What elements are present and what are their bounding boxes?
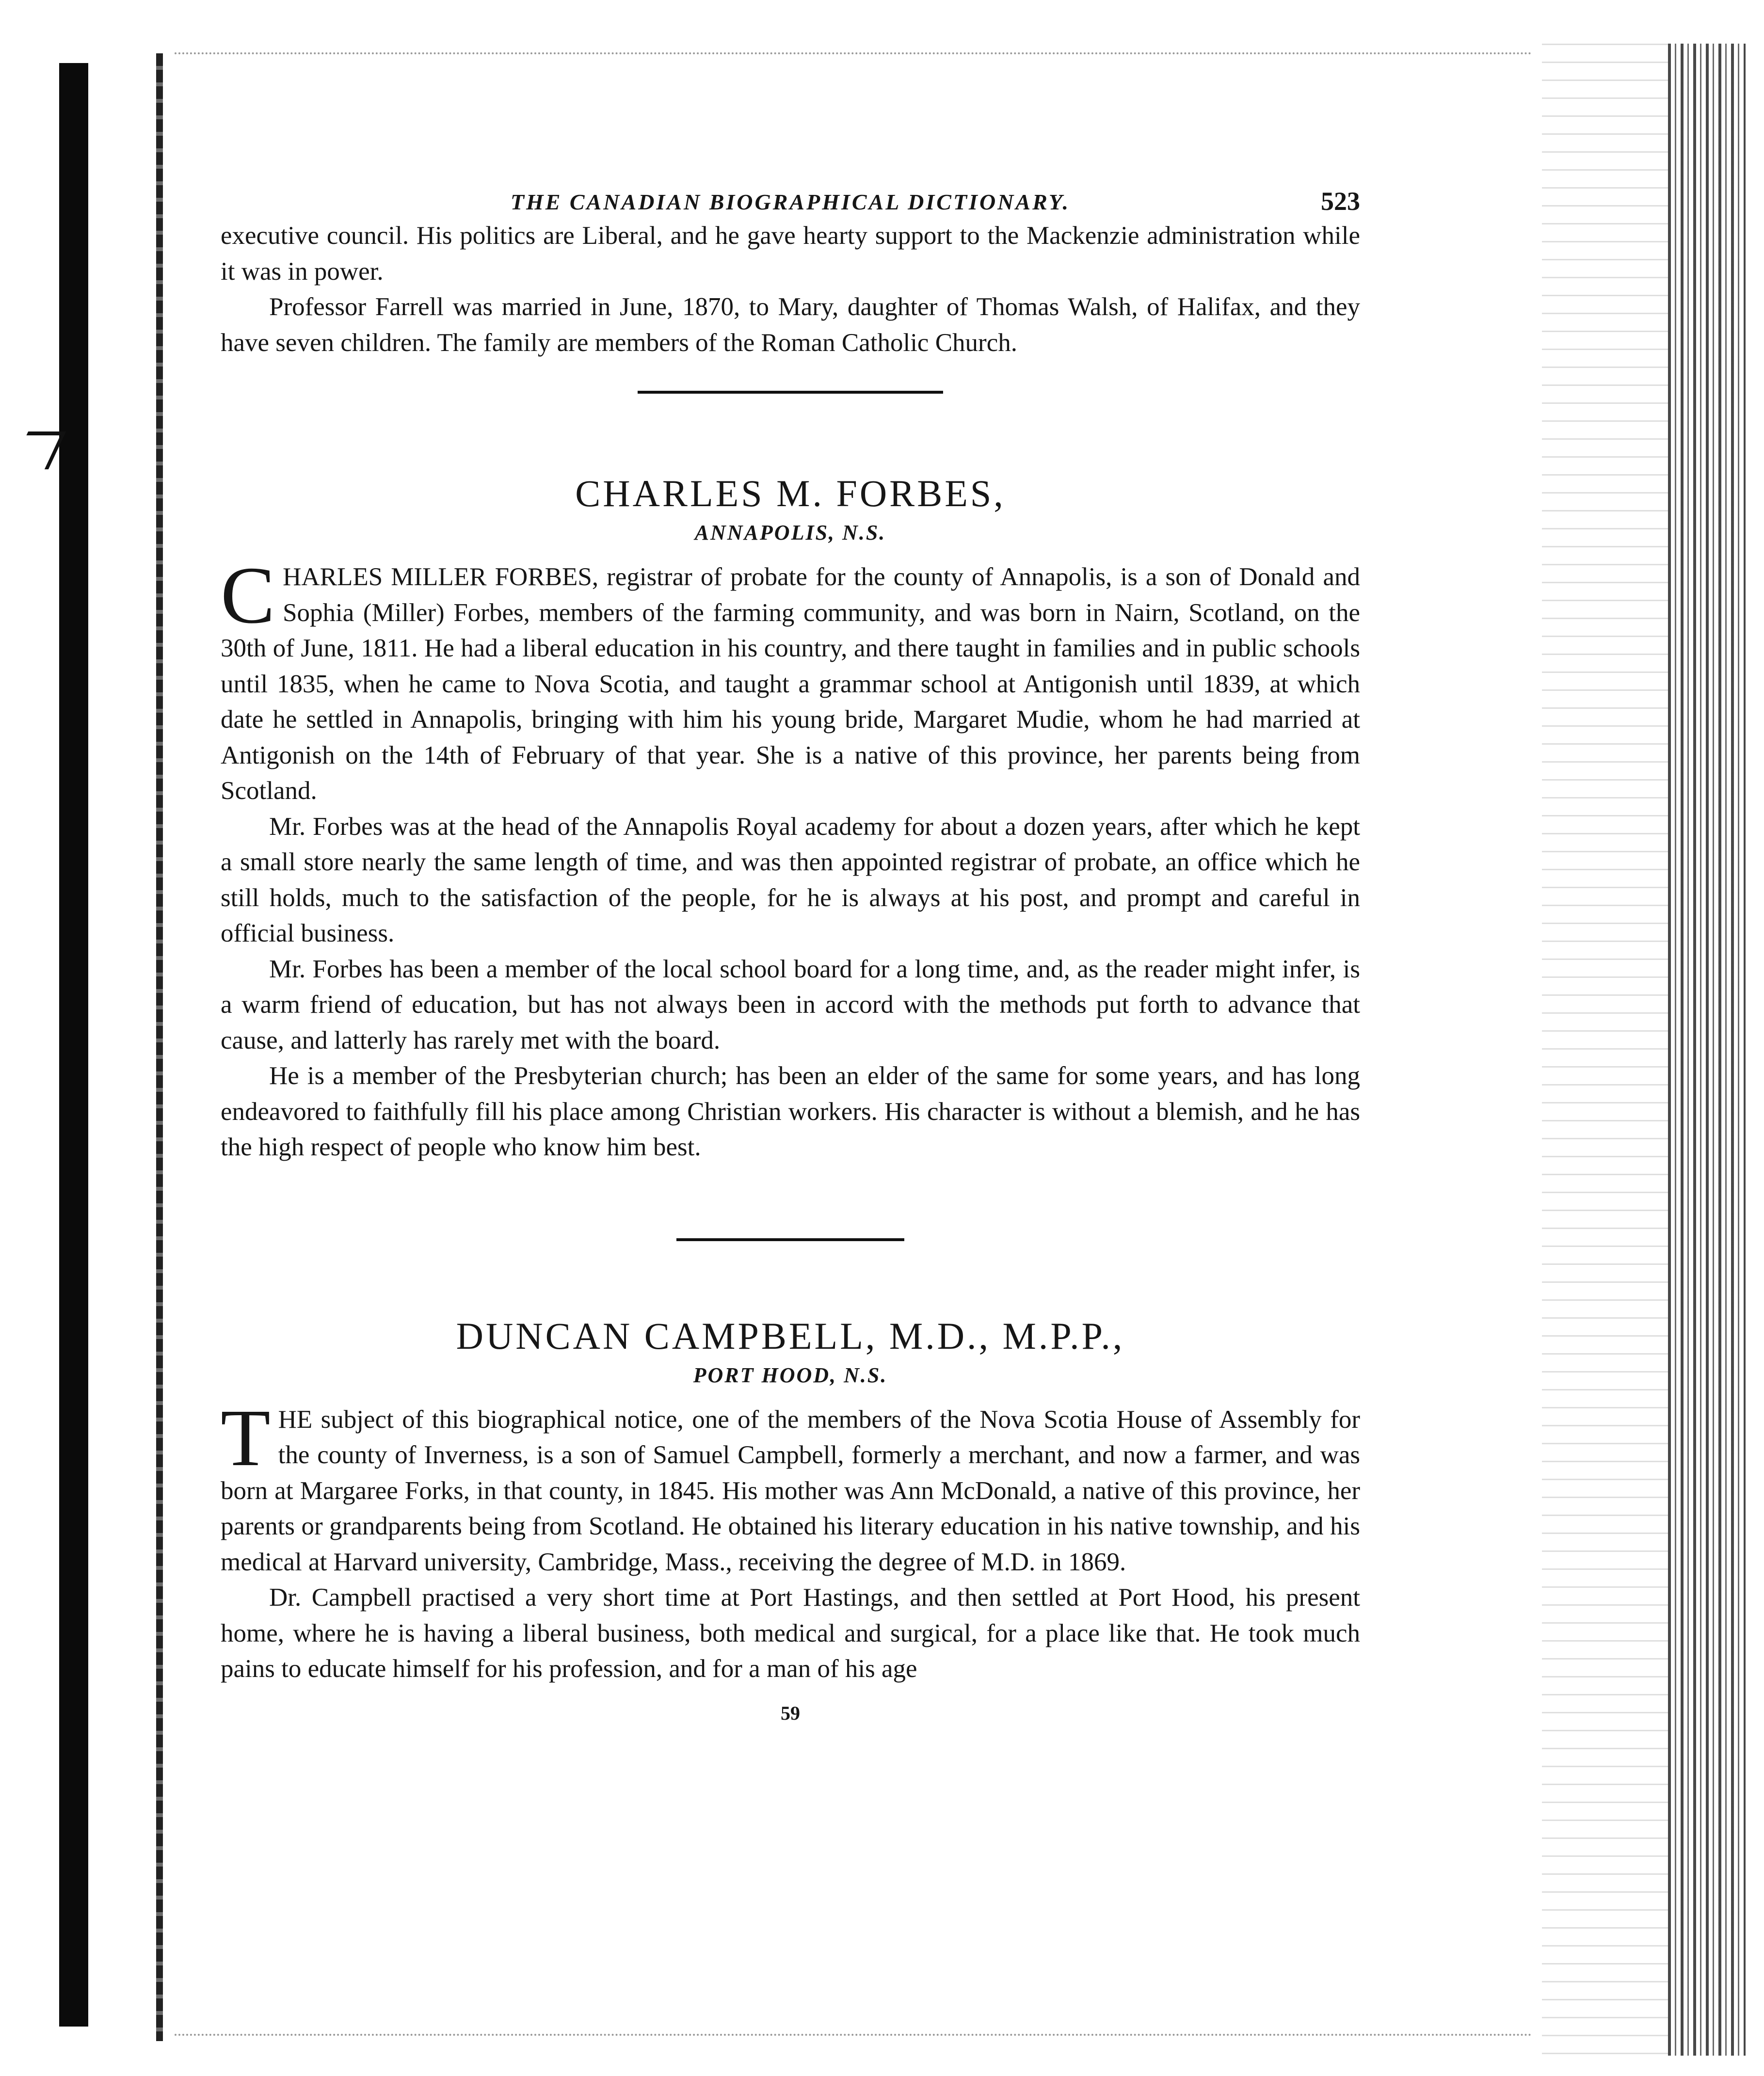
entry-name: CHARLES M. FORBES, — [575, 472, 1006, 514]
entry-campbell — [221, 1314, 1360, 1687]
book-page — [221, 184, 1360, 1910]
previous-entry-continuation — [221, 218, 1360, 361]
drop-cap: T — [221, 1392, 271, 1483]
entry-forbes — [221, 471, 1360, 1166]
paragraph: Mr. Forbes was at the head of the Annapolis Royal academy for about a dozen years, after which he kept a small store nearly the same length of time, and was then appointed registrar of probate, an office which he still holds, much to the satisfaction of the people, for he is always at his post, and prompt and careful in official business. — [221, 812, 1360, 947]
paragraph — [221, 550, 1360, 809]
entry-name: DUNCAN CAMPBELL, M.D., M.P.P., — [456, 1314, 1125, 1357]
paragraph: Dr. Campbell practised a very short time at Port Hastings, and then settled at Port Hood, his present home, where he is having a liberal business, both medical and surgical, for a place like that. He took much pains to educate himself for his profession, and for a man of his age — [221, 1583, 1360, 1683]
page-number: 523 — [1321, 187, 1360, 216]
entry-place: PORT HOOD, N.S. — [693, 1363, 888, 1387]
printer-signature: 59 — [781, 1702, 800, 1724]
running-header — [221, 184, 1360, 218]
scan-noise-top — [175, 52, 1532, 54]
paragraph: Mr. Forbes has been a member of the local school board for a long time, and, as the reader might infer, is a warm friend of education, but has not always been in accord with the methods put forth to advance that cause, and latterly has rarely met with the board. — [221, 955, 1360, 1054]
drop-cap: C — [221, 550, 275, 640]
section-divider — [676, 1238, 904, 1241]
paragraph: executive council. His politics are Liberal, and he gave hearty support to the Mackenzie administration while it was in power. — [221, 222, 1360, 286]
page-edge-shadow — [1542, 44, 1668, 2056]
paragraph: He is a member of the Presbyterian church; has been an elder of the same for some years, and has long endeavored to faithfully fill his place among Christian workers. His character is without a blemish, and he has the high respect of people who know him best. — [221, 1062, 1360, 1161]
entry-place: ANNAPOLIS, N.S. — [694, 521, 886, 544]
binding-shadow — [59, 63, 88, 2027]
first-paragraph-text: HARLES MILLER FORBES, registrar of probate for the county of Annapolis, is a son of Donald and Sophia (Miller) Forbes, members of the farming community, and was born in Nairn, Scotland, on the 30th of June, 1811. He had a liberal education in his country, and there taught in families and in public schools until 1835, when he came to Nova Scotia, and taught a grammar school at Antigonish until 1839, at which date he settled in Annapolis, bringing with him his young bride, Margaret Mudie, whom he had married at Antigonish on the 14th of February of that year. She is a native of this province, her parents being from Scotland. — [221, 563, 1360, 805]
scan-noise-bottom — [175, 2034, 1532, 2036]
section-divider — [638, 391, 943, 394]
paragraph: Professor Farrell was married in June, 1870, to Mary, daughter of Thomas Walsh, of Halifax, and they have seven children. The family are members of the Roman Catholic Church. — [221, 293, 1360, 357]
pencil-mark — [11, 431, 66, 469]
paragraph — [221, 1392, 1360, 1581]
gutter-edge — [156, 53, 163, 2041]
first-paragraph-text: HE subject of this biographical notice, one of the members of the Nova Scotia House of Assembly for the county of Inverness, is a son of Samuel Campbell, formerly a merchant, and now a farmer, and was born at Margaree Forks, in that county, in 1845. His mother was Ann McDonald, a native of this province, her parents or grandparents being from Scotland. He obtained his literary education in his native township, and his medical at Harvard university, Cambridge, Mass., receiving the degree of M.D. in 1869. — [221, 1405, 1360, 1576]
stacked-page-edges — [1668, 44, 1746, 2056]
running-title: THE CANADIAN BIOGRAPHICAL DICTIONARY. — [510, 190, 1071, 214]
